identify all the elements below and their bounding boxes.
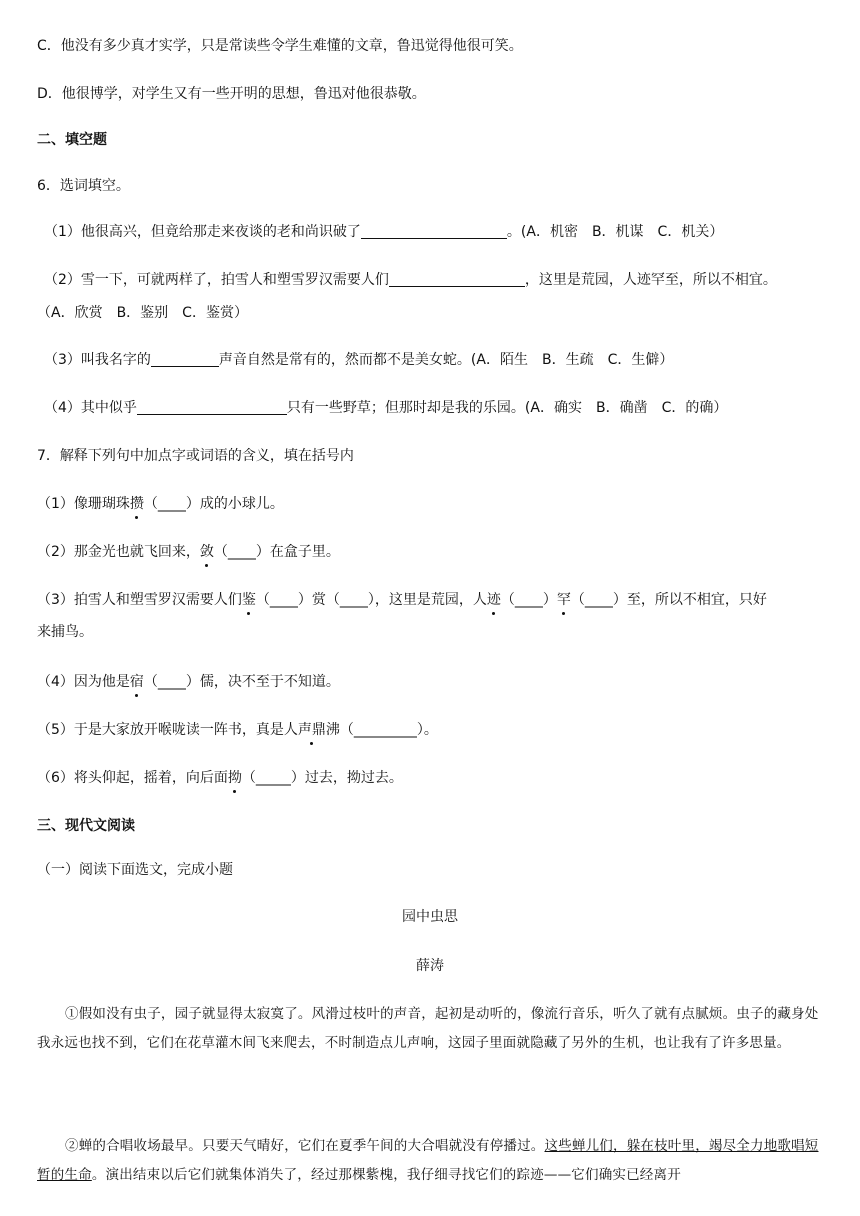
q6-item-3 bbox=[44, 350, 673, 370]
dotted-word: 罕 bbox=[556, 592, 571, 608]
question-6-stem: 6．选词填空。 bbox=[37, 178, 130, 194]
q6-item-4 bbox=[44, 398, 727, 418]
q7-item-4-text: （4）因为他是 bbox=[37, 674, 130, 690]
paren-open: （ bbox=[213, 544, 228, 560]
q7-item-1 bbox=[37, 494, 284, 514]
question-7-stem: 7．解释下列句中加点字或词语的含义，填在括号内 bbox=[37, 448, 354, 464]
q7-item-1-text-end: ）成的小球儿。 bbox=[185, 496, 284, 512]
q7-item-3-text-3: ），这里是荒园，人 bbox=[367, 592, 487, 608]
q7-item-3-text-2: ）赏（ bbox=[297, 592, 340, 608]
paren-open: （ bbox=[143, 674, 158, 690]
paren-open: （ bbox=[241, 770, 256, 786]
paren-open: （ bbox=[339, 722, 354, 738]
paren-open: （ bbox=[500, 592, 515, 608]
paragraph-2-text: ②蝉的合唱收场最早。只要天气晴好，它们在夏季午间的大合唱就没有停播过。 bbox=[65, 1138, 545, 1154]
article-title: 园中虫思 bbox=[402, 909, 458, 925]
dotted-word: 拗 bbox=[227, 770, 242, 786]
article-author: 薛涛 bbox=[416, 958, 444, 974]
q6-item-4-text-end: 只有一些野草；但那时却是我的乐园。(A．确实 B．确凿 C．的确） bbox=[286, 400, 728, 416]
q7-item-2-text: （2）那金光也就飞回来， bbox=[37, 544, 200, 560]
q7-item-4 bbox=[37, 672, 340, 692]
q6-item-2-blank[interactable] bbox=[389, 272, 525, 287]
q7-item-5-text: （5）于是大家放开喉咙读一阵书，真是 bbox=[37, 722, 284, 738]
q7-item-2 bbox=[37, 542, 340, 562]
option-d: D．他很博学，对学生又有一些开明的思想，鲁迅对他很恭敬。 bbox=[37, 86, 426, 102]
q7-item-5-blank[interactable]: _________ bbox=[353, 722, 417, 738]
q7-item-5-text-end: ）。 bbox=[416, 722, 438, 738]
section-heading-fill-blank: 二、填空题 bbox=[37, 132, 107, 148]
q7-item-3-text-4: ）至，所以不相宜，只好 bbox=[612, 592, 767, 608]
option-c: C．他没有多少真才实学，只是常读些令学生难懂的文章，鲁迅觉得他很可笑。 bbox=[37, 38, 523, 54]
q6-item-3-blank[interactable] bbox=[151, 352, 219, 367]
q6-item-2-options: （A．欣赏 B．鉴别 C．鉴赏） bbox=[37, 305, 248, 321]
q7-item-4-text-end: ）儒，决不至于不知道。 bbox=[185, 674, 340, 690]
q7-item-1-blank[interactable]: ____ bbox=[157, 496, 186, 512]
dotted-word: 攒 bbox=[129, 496, 144, 512]
dotted-word: 人声鼎沸 bbox=[283, 722, 340, 738]
q7-item-4-blank[interactable]: ____ bbox=[157, 674, 186, 690]
q7-item-3-text: （3）拍雪人和塑雪罗汉需要人们 bbox=[37, 592, 242, 608]
q7-item-3-blank-3[interactable]: ____ bbox=[514, 592, 543, 608]
q7-item-6-blank[interactable]: _____ bbox=[255, 770, 291, 786]
q6-item-4-text: （4）其中似乎 bbox=[44, 400, 137, 416]
q6-item-1-options: 。(A．机密 B．机谋 C．机关） bbox=[506, 224, 724, 240]
section-heading-reading: 三、现代文阅读 bbox=[37, 818, 135, 834]
q7-item-6 bbox=[37, 768, 403, 788]
dotted-word: 鉴 bbox=[241, 592, 256, 608]
q6-item-3-text: （3）叫我名字的 bbox=[44, 352, 151, 368]
q6-item-3-text-end: 声音自然是常有的，然而都不是美女蛇。(A．陌生 B．生疏 C．生僻） bbox=[218, 352, 674, 368]
q6-item-1 bbox=[44, 222, 723, 242]
q6-item-2 bbox=[44, 270, 777, 290]
article-paragraph-1: ①假如没有虫子，园子就显得太寂寞了。风滑过枝叶的声音，起初是动听的，像流行音乐，听久了就有点腻烦。虫子的藏身处我永远也找不到，它们在花草灌木间飞来爬去，不时制造点儿声响，这园子里面就隐藏了另外的生机，也让我有了许多思量。 bbox=[37, 1006, 819, 1051]
q6-item-2-text: （2）雪一下，可就两样了，拍雪人和塑雪罗汉需要人们 bbox=[44, 272, 389, 288]
q7-item-3-continued: 来捕鸟。 bbox=[37, 624, 93, 640]
paren-close: ） bbox=[542, 592, 557, 608]
paragraph-2-text-end: 。演出结束以后它们就集体消失了，经过那棵紫槐，我仔细寻找它们的踪迹——它们确实已经离开 bbox=[91, 1167, 681, 1183]
q7-item-2-text-end: ）在盒子里。 bbox=[255, 544, 340, 560]
q6-item-1-blank[interactable] bbox=[361, 224, 507, 239]
q7-item-3-blank-2[interactable]: ____ bbox=[339, 592, 368, 608]
q7-item-3 bbox=[37, 590, 767, 610]
q7-item-3-blank-1[interactable]: ____ bbox=[269, 592, 298, 608]
dotted-word: 迹 bbox=[486, 592, 501, 608]
q6-item-4-blank[interactable] bbox=[137, 400, 287, 415]
paren-open: （ bbox=[255, 592, 270, 608]
reading-subheading: （一）阅读下面选文，完成小题 bbox=[37, 862, 233, 878]
q6-item-2-text-end: ，这里是荒园，人迹罕至，所以不相宜。 bbox=[524, 272, 777, 288]
q7-item-1-text: （1）像珊瑚珠 bbox=[37, 496, 130, 512]
q7-item-5 bbox=[37, 720, 438, 740]
dotted-word: 敛 bbox=[199, 544, 214, 560]
q6-item-1-text: （1）他很高兴，但竟给那走来夜谈的老和尚识破了 bbox=[44, 224, 361, 240]
q7-item-6-text: （6）将头仰起，摇着，向后面 bbox=[37, 770, 228, 786]
q7-item-2-blank[interactable]: ____ bbox=[227, 544, 256, 560]
article-paragraph-2 bbox=[37, 1132, 823, 1190]
underlined-sentence: 这些蝉儿们，躲在枝叶里，竭尽全力地歌唱短暂的生命 bbox=[37, 1138, 819, 1183]
q7-item-3-blank-4[interactable]: ____ bbox=[584, 592, 613, 608]
paren-open: （ bbox=[143, 496, 158, 512]
dotted-word: 宿 bbox=[129, 674, 144, 690]
q7-item-6-text-end: ）过去，拗过去。 bbox=[290, 770, 403, 786]
paren-open: （ bbox=[570, 592, 585, 608]
